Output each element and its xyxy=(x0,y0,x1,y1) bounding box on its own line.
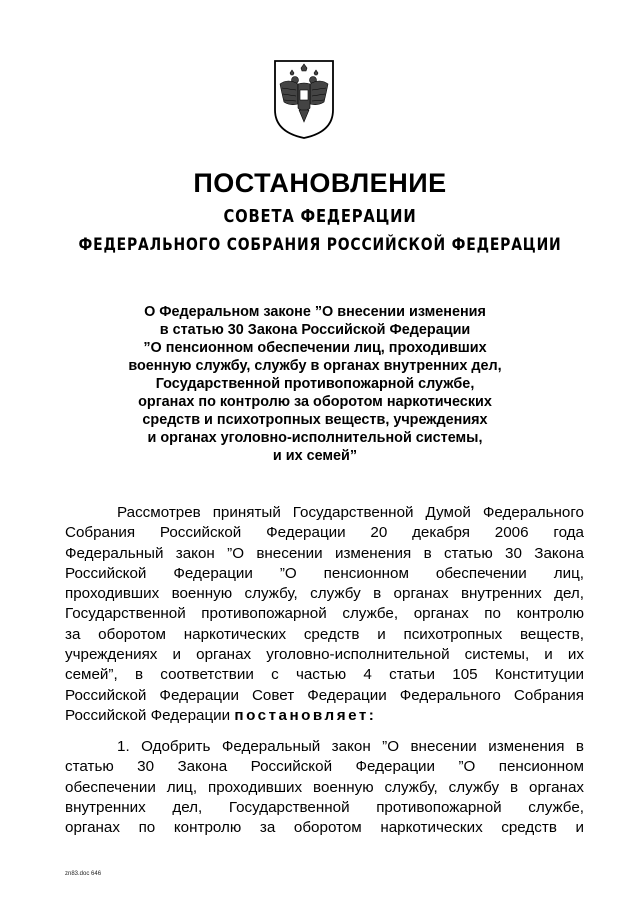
resolution-verb: постановляет xyxy=(234,706,369,724)
body-line: Рассмотрев принятый Государственной Думой Федерального xyxy=(117,504,584,521)
subject-line: военную службу, службу в органах внутренних дел, xyxy=(128,358,502,374)
subject-line: ”О пенсионном обеспечении лиц, проходивших xyxy=(143,340,487,356)
subject-line: и органах уголовно-исполнительной системы, xyxy=(147,430,483,446)
subject-line: Государственной противопожарной службе, xyxy=(155,376,475,392)
body-line: Российской Федерации Совет Федерации Федерального Собрания xyxy=(65,686,584,704)
subject-line: средств и психотропных веществ, учреждениях xyxy=(142,412,488,428)
document-file-reference: zn83.doc 646 xyxy=(65,871,102,877)
body-line: статью 30 Закона Российской Федерации ”О пенсионном xyxy=(65,758,584,776)
body-line: семей”, в соответствии с частью 4 статьи 105 Конституции xyxy=(65,666,584,684)
subject-line: в статью 30 Закона Российской Федерации xyxy=(159,322,471,338)
body-line: проходивших военную службу, службу в органах внутренних дел, xyxy=(65,585,584,603)
body-line: за оборотом наркотических средств и психотропных веществ, xyxy=(65,625,584,643)
body-line-resolution xyxy=(65,706,584,726)
body-line: внутренних дел, Государственной противопожарной службе, xyxy=(65,798,584,816)
subject-line: органах по контролю за оборотом наркотических xyxy=(138,394,492,410)
paragraph-item-1 xyxy=(65,737,584,838)
document-title: ПОСТАНОВЛЕНИЕ xyxy=(193,168,447,198)
body-line: органах по контролю за оборотом наркотических средств и xyxy=(65,819,584,837)
body-line: обеспечении лиц, проходивших военную службу, службу в органах xyxy=(65,778,584,796)
body-line: Собрания Российской Федерации 20 декабря 2006 года xyxy=(65,524,584,542)
issuer-line-1: СОВЕТА ФЕДЕРАЦИИ xyxy=(223,206,417,227)
coat-of-arms-emblem-icon xyxy=(272,58,336,140)
body-line-text: Российской Федерации xyxy=(65,706,231,724)
body-line: 1. Одобрить Федеральный закон ”О внесении изменения в xyxy=(117,738,584,755)
body-line: Федеральный закон ”О внесении изменения в статью 30 Закона xyxy=(65,544,584,562)
body-line: Российской Федерации ”О пенсионном обеспечении лиц, xyxy=(65,564,584,582)
issuer-line-2: ФЕДЕРАЛЬНОГО СОБРАНИЯ РОССИЙСКОЙ ФЕДЕРАЦИИ xyxy=(78,235,562,255)
subject-heading xyxy=(95,303,535,465)
resolution-colon: : xyxy=(368,706,377,724)
subject-line: и их семей” xyxy=(272,448,358,464)
subject-line: О Федеральном законе ”О внесении изменения xyxy=(144,304,486,320)
body-line: Государственной противопожарной службе, органах по контролю xyxy=(65,605,584,623)
paragraph-preamble xyxy=(65,503,584,726)
body-line: учреждениях и органах уголовно-исполнительной системы, и их xyxy=(65,646,584,664)
